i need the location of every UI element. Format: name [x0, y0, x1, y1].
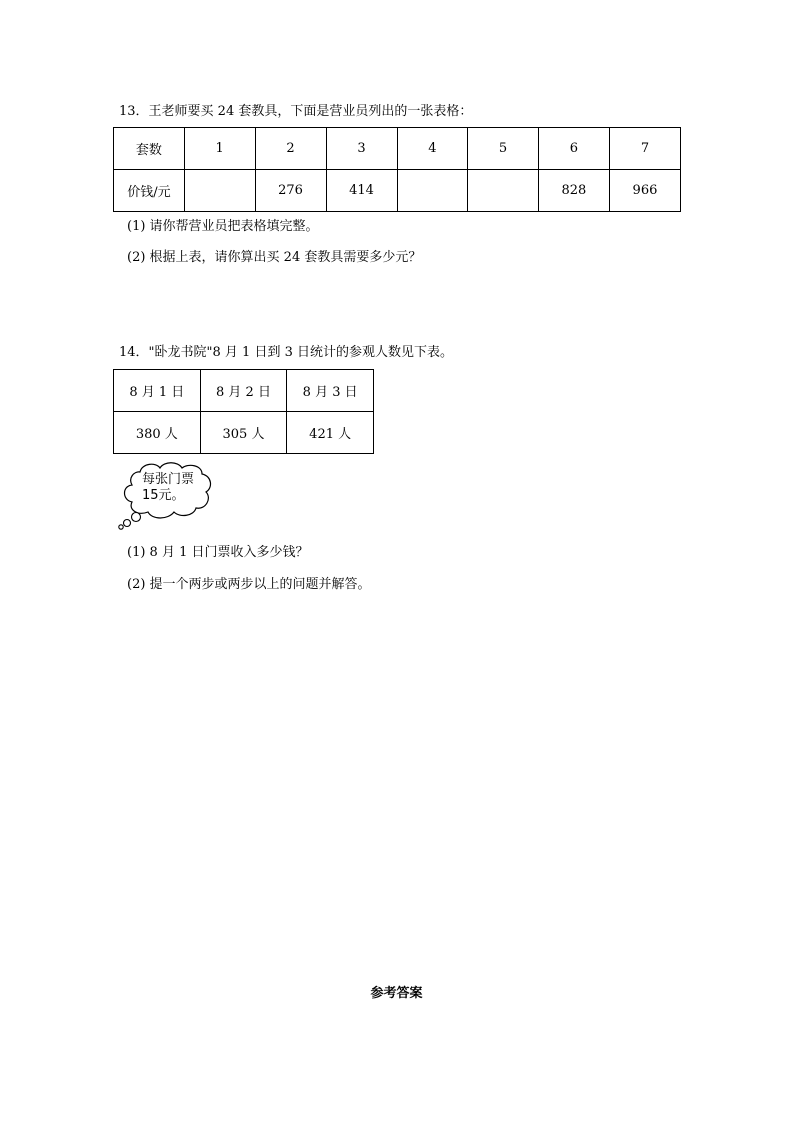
q14-table-row-visitors [114, 412, 374, 454]
bubble-line-1: 每张门票 [142, 472, 195, 487]
q14-sub2: (2) 提一个两步或两步以上的问题并解答。 [127, 577, 371, 592]
q13-cell: 7 [609, 128, 680, 170]
q13-cell: 1 [184, 128, 255, 170]
q14-table-row-dates [114, 370, 374, 412]
q13-cell: 5 [468, 128, 539, 170]
q13-cell: 966 [609, 170, 680, 212]
q13-cell: 2 [255, 128, 326, 170]
q13-table-row-price [114, 170, 681, 212]
q13-cell-blank [184, 170, 255, 212]
q13-cell: 6 [538, 128, 609, 170]
q14-sub1: (1) 8 月 1 日门票收入多少钱？ [127, 545, 309, 560]
q13-cell: 276 [255, 170, 326, 212]
q13-cell: 套数 [114, 128, 185, 170]
q13-sub2: (2) 根据上表，请你算出买 24 套教具需要多少元？ [127, 250, 422, 265]
q13-cell: 价钱/元 [114, 170, 185, 212]
q13-stem: 13．王老师要买 24 套教具，下面是营业员列出的一张表格： [119, 104, 473, 119]
q13-sub1: (1) 请你帮营业员把表格填完整。 [127, 219, 319, 234]
q14-cell: 380 人 [114, 412, 201, 454]
q13-cell: 414 [326, 170, 397, 212]
q14-cell: 8 月 1 日 [114, 370, 201, 412]
q13-cell: 3 [326, 128, 397, 170]
q14-table [113, 369, 374, 454]
q14-stem: 14．"卧龙书院"8 月 1 日到 3 日统计的参观人数见下表。 [119, 345, 453, 360]
q14-cell: 305 人 [200, 412, 287, 454]
q13-cell: 4 [397, 128, 468, 170]
thought-bubble-text [142, 472, 208, 504]
bubble-line-2: 15元。 [142, 488, 185, 503]
q13-table-row-sets [114, 128, 681, 170]
q14-cell: 8 月 3 日 [287, 370, 374, 412]
q14-cell: 421 人 [287, 412, 374, 454]
q13-cell-blank [468, 170, 539, 212]
q13-cell: 828 [538, 170, 609, 212]
q13-cell-blank [397, 170, 468, 212]
q14-cell: 8 月 2 日 [200, 370, 287, 412]
q13-table [113, 127, 681, 212]
answer-heading: 参考答案 [370, 986, 423, 1001]
